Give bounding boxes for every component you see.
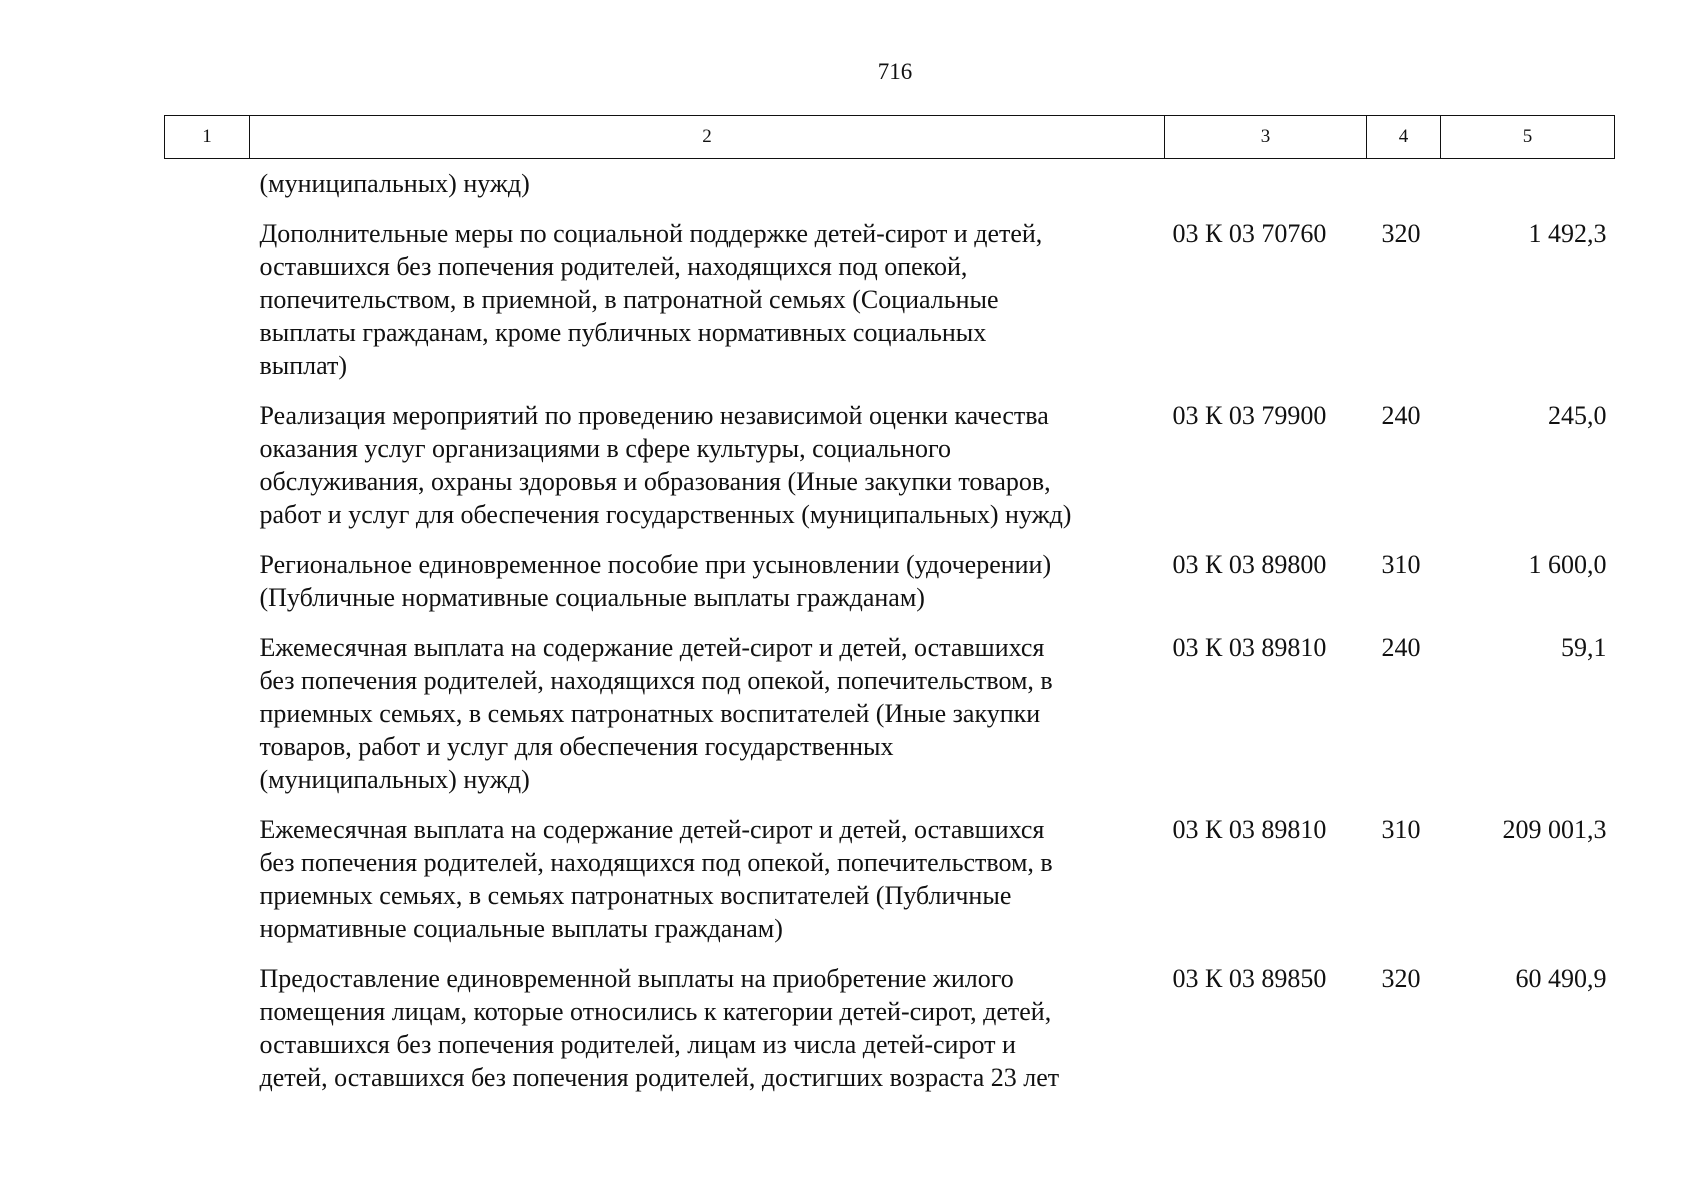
row-description: Предоставление единовременной выплаты на приобретение жилого помещения лицам, которые относились к категории детей-сирот, детей, оставшихся без попечения родителей, лицам из числа детей-сирот и детей, оставшихся без попечения родителей, достигших возраста 23 лет [259,964,1060,1092]
header-col-5: 5 [1441,116,1615,159]
table-row [165,217,1615,399]
row-kind: 320 [1381,964,1421,993]
table-header [165,116,1615,159]
header-col-3: 3 [1165,116,1367,159]
row-code: 03 К 03 70760 [1172,219,1327,248]
row-amount: 60 490,9 [1515,964,1607,993]
row-code: 03 К 03 89850 [1172,964,1327,993]
continuation-text: (муниципальных) нужд) [259,169,530,198]
row-code: 03 К 03 89810 [1172,633,1327,662]
continuation-row [165,159,1615,218]
table-row [165,813,1615,962]
row-description: Дополнительные меры по социальной поддержке детей-сирот и детей, оставшихся без попечения родителей, находящихся под опекой, попечительством, в приемной, в патронатной семьях (Социальные выплаты гражданам, кроме публичных нормативных социальных выплат) [259,219,1043,380]
row-amount: 59,1 [1561,633,1607,662]
row-kind: 320 [1381,219,1421,248]
row-description: Ежемесячная выплата на содержание детей-сирот и детей, оставшихся без попечения родителей, находящихся под опекой, попечительством, в приемных семьях, в семьях патронатных воспитателей (Иные закупки товаров, работ и услуг для обеспечения государственных (муниципальных) нужд) [259,633,1053,794]
table-body [165,159,1615,1095]
table-row [165,631,1615,813]
header-row [165,116,1615,159]
row-code: 03 К 03 89800 [1172,550,1327,579]
table-row [165,399,1615,548]
row-amount: 245,0 [1548,401,1607,430]
row-description: Ежемесячная выплата на содержание детей-сирот и детей, оставшихся без попечения родителей, находящихся под опекой, попечительством, в приемных семьях, в семьях патронатных воспитателей (Публичные нормативные социальные выплаты гражданам) [259,815,1053,943]
row-kind: 240 [1381,633,1421,662]
row-kind: 240 [1381,401,1421,430]
row-code: 03 К 03 79900 [1172,401,1327,430]
row-amount: 209 001,3 [1502,815,1607,844]
table-row [165,962,1615,1094]
table-row [165,548,1615,631]
row-amount: 1 492,3 [1528,219,1607,248]
row-description: Реализация мероприятий по проведению независимой оценки качества оказания услуг организациями в сфере культуры, социального обслуживания, охраны здоровья и образования (Иные закупки товаров, работ и услуг для обеспечения государственных (муниципальных) нужд) [259,401,1072,529]
page-number: 716 [877,59,913,84]
row-kind: 310 [1381,815,1421,844]
row-amount: 1 600,0 [1528,550,1607,579]
header-col-2: 2 [250,116,1165,159]
header-col-4: 4 [1367,116,1441,159]
row-code: 03 К 03 89810 [1172,815,1327,844]
row-description: Региональное единовременное пособие при усыновлении (удочерении) (Публичные нормативные социальные выплаты гражданам) [259,550,1052,612]
row-kind: 310 [1381,550,1421,579]
budget-table [164,115,1615,1094]
header-col-1: 1 [165,116,250,159]
